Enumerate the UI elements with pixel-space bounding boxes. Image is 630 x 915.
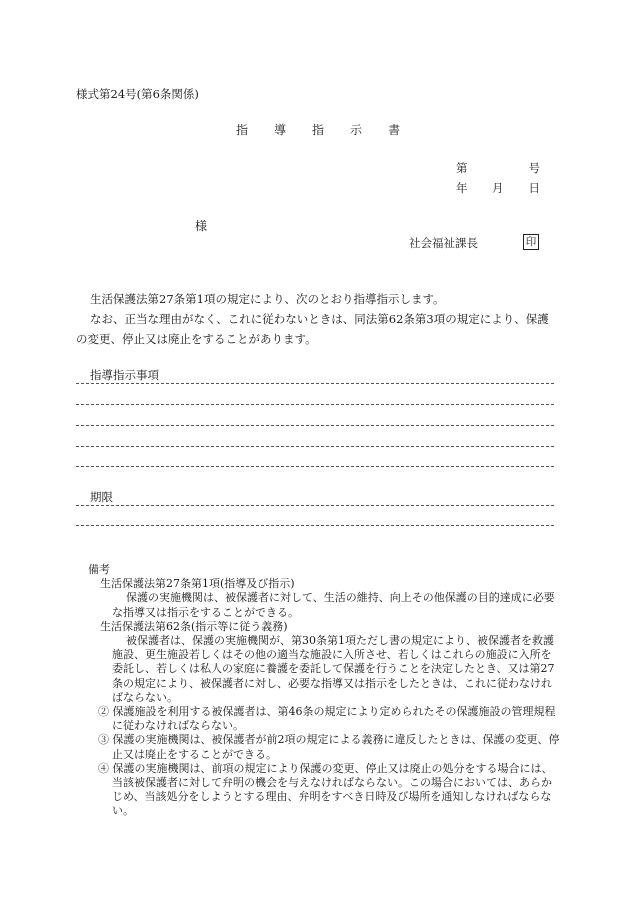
body-paragraph-2: なお、正当な理由がなく、これに従わないときは、同法第62条第3項の規定により、保護の変更、停止又は廃止をすることがあります。 bbox=[76, 312, 549, 346]
notes-heading: 備考 bbox=[88, 563, 110, 576]
deadline-line bbox=[76, 525, 554, 526]
body-paragraph-1: 生活保護法第27条第1項の規定により、次のとおり指導指示します。 bbox=[90, 292, 445, 306]
seal-mark: 印 bbox=[523, 234, 539, 250]
sender-title: 社会福祉課長 bbox=[409, 236, 478, 250]
title-char: 書 bbox=[388, 123, 401, 137]
title-char: 指 bbox=[236, 123, 249, 137]
article62-item-4: ④ 保護の実施機関は、前項の規定により保護の変更、停止又は廃止の処分をする場合には、当該被保護者に対して弁明の機会を与えなければならない。この場合においては、あらかじめ、当該処分をしようとする理由、弁明をすべき日時及び場所を通知しなければならない。 bbox=[98, 761, 553, 818]
title-char: 指 bbox=[312, 123, 325, 137]
instruction-line bbox=[76, 425, 554, 426]
number-suffix: 号 bbox=[528, 161, 540, 175]
article27-title: 生活保護法第27条第1項(指導及び指示) bbox=[100, 577, 295, 591]
form-number: 様式第24号(第6条関係) bbox=[76, 87, 199, 101]
instruction-line bbox=[76, 404, 554, 405]
article62-item-2: ② 保護施設を利用する被保護者は、第46条の規定により定められたその保護施設の管理規程に従わなければならない。 bbox=[98, 705, 556, 733]
article62-text: 被保護者は、保護の実施機関が、第30条第1項ただし書の規定により、被保護者を救護施設、更生施設若しくはその他の適当な施設に入所させ、若しくはこれらの施設に入所を委託し、若しくは私人の家庭に養護を委託して保護を行うことを決定したとき、又は第27条の規定により、被保護者に対し、必要な指導又は指示をしたときは、これに従わなければならない。 bbox=[112, 634, 555, 704]
date-month: 月 bbox=[492, 181, 504, 195]
deadline-section-label: 期限 bbox=[90, 490, 113, 504]
deadline-line bbox=[76, 505, 554, 506]
instruction-line bbox=[76, 466, 554, 467]
date-year: 年 bbox=[456, 181, 468, 195]
addressee: 様 bbox=[195, 219, 208, 233]
number-prefix: 第 bbox=[456, 161, 468, 175]
document-title bbox=[236, 121, 400, 138]
instruction-line bbox=[76, 383, 554, 384]
title-char: 示 bbox=[350, 123, 363, 137]
article27-text: 保護の実施機関は、被保護者に対して、生活の維持、向上その他保護の目的達成に必要な指導又は指示をすることができる。 bbox=[112, 591, 555, 619]
article62-item-3: ③ 保護の実施機関は、被保護者が前2項の規定による義務に違反したときは、保護の変更、停止又は廃止をすることができる。 bbox=[98, 733, 560, 761]
notes-section bbox=[88, 563, 560, 819]
instruction-section-label: 指導指示事項 bbox=[90, 368, 159, 382]
title-char: 導 bbox=[274, 123, 287, 137]
date-day: 日 bbox=[528, 181, 540, 195]
instruction-line bbox=[76, 446, 554, 447]
article62-title: 生活保護法第62条(指示等に従う義務) bbox=[100, 619, 288, 633]
